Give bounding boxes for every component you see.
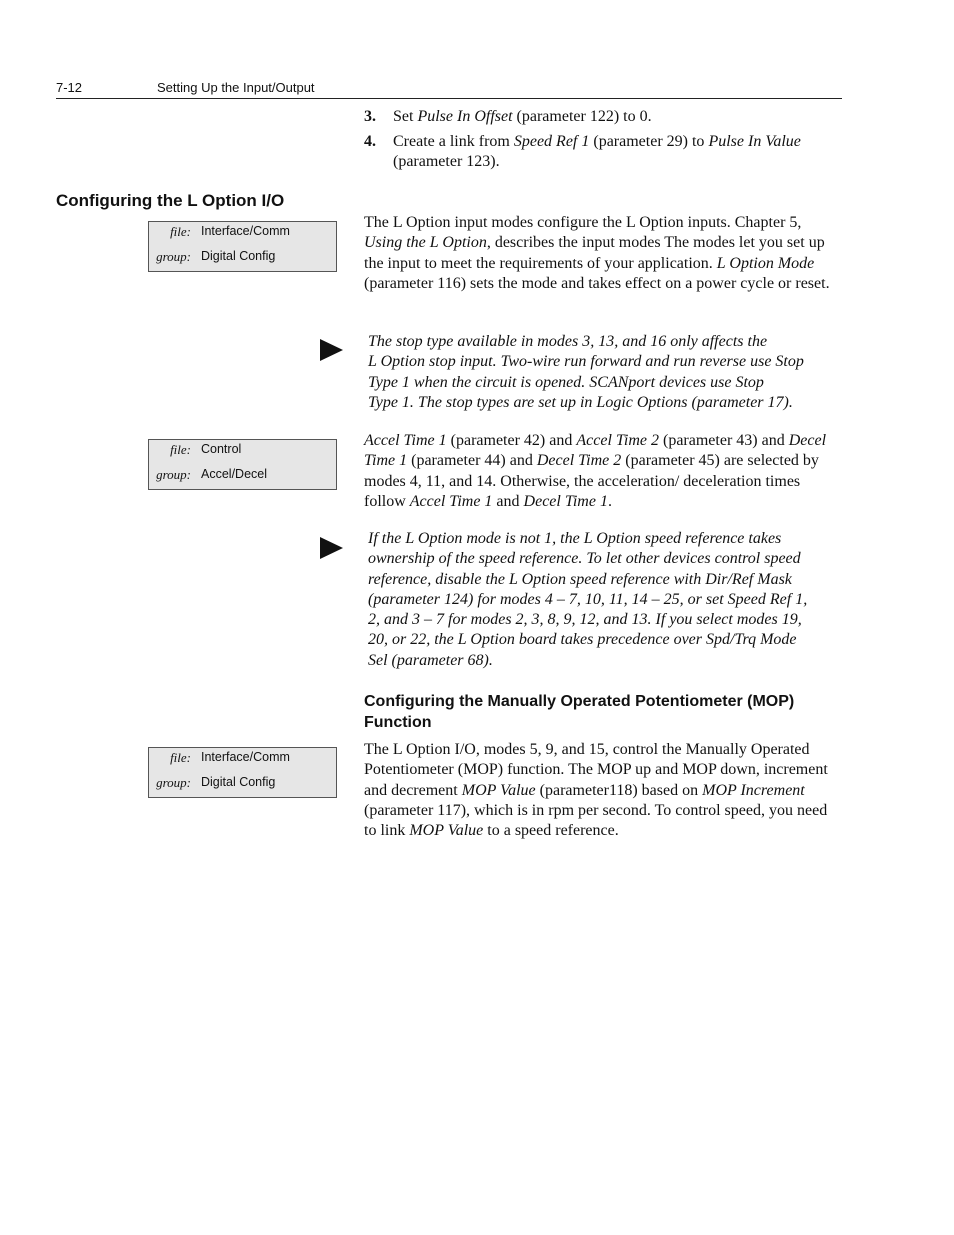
header-rule [56,98,842,99]
group-label: group: [156,467,191,482]
speed-reference-note: If the L Option mode is not 1, the L Option speed reference takes ownership of the speed reference. To let other devices control speed reference, disable the L Option speed reference with Dir/Ref Mask (parameter 124) for modes 4 – 7, 10, 11, 14 – 25, or set Speed Ref 1, 2, and 3 – 7 for modes 2, 3, 8, 9, 12, and 13. If you select modes 19, 20, or 22, the L Option board takes precedence over Spd/Trq Mode Sel (parameter 68). [368,530,808,669]
subsection-heading: Configuring the Manually Operated Potentiometer (MOP) Function [364,693,795,731]
file-value: Interface/Comm [201,750,290,764]
running-header-title: Setting Up the Input/Output [157,80,315,95]
mop-paragraph: The L Option I/O, modes 5, 9, and 15, control the Manually Operated Potentiometer (MOP) function. The MOP up and MOP down, increment and decrement MOP Value (parameter118) based on MOP Increment (parameter 117), which is in rpm per second. To control speed, you need to link MOP Value to a speed reference. [364,741,828,840]
file-label: file: [170,442,191,457]
step-number: 3. [364,108,376,125]
step-number: 4. [364,133,376,150]
group-label: group: [156,249,191,264]
file-group-box [148,221,337,272]
file-value: Control [201,442,242,456]
section-heading: Configuring the L Option I/O [56,191,285,210]
file-group-box [148,439,337,490]
step-text: Set Pulse In Offset (parameter 122) to 0. [393,108,652,125]
page-number: 7-12 [56,80,83,95]
note-arrow-icon [320,537,343,559]
group-value: Digital Config [201,249,276,263]
accel-decel-paragraph: Accel Time 1 (parameter 42) and Accel Time 2 (parameter 43) and Decel Time 1 (parameter 44) and Decel Time 2 (parameter 45) are selected by modes 4, 11, and 14. Otherwise, the acceleration/ deceleration times follow Accel Time 1 and Decel Time 1. [364,432,827,510]
stop-type-note: The stop type available in modes 3, 13, and 16 only affects the L Option stop input. Two-wire run forward and run reverse use Stop Type 1 when the circuit is opened. SCANport devices use Stop Type 1. The stop types are set up in Logic Options (parameter 17). [368,333,804,411]
file-label: file: [170,750,191,765]
file-label: file: [170,224,191,239]
group-value: Accel/Decel [201,467,267,481]
group-value: Digital Config [201,775,276,789]
group-label: group: [156,775,191,790]
file-value: Interface/Comm [201,224,290,238]
note-arrow-icon [320,339,343,361]
step-text: Create a link from Speed Ref 1 (parameter 29) to Pulse In Value (parameter 123). [393,133,801,170]
file-group-box [148,747,337,798]
intro-paragraph: The L Option input modes configure the L Option inputs. Chapter 5, Using the L Option, describes the input modes The modes let you set up the input to meet the requirements of your application. L Option Mode (parameter 116) sets the mode and takes effect on a power cycle or reset. [364,214,830,292]
